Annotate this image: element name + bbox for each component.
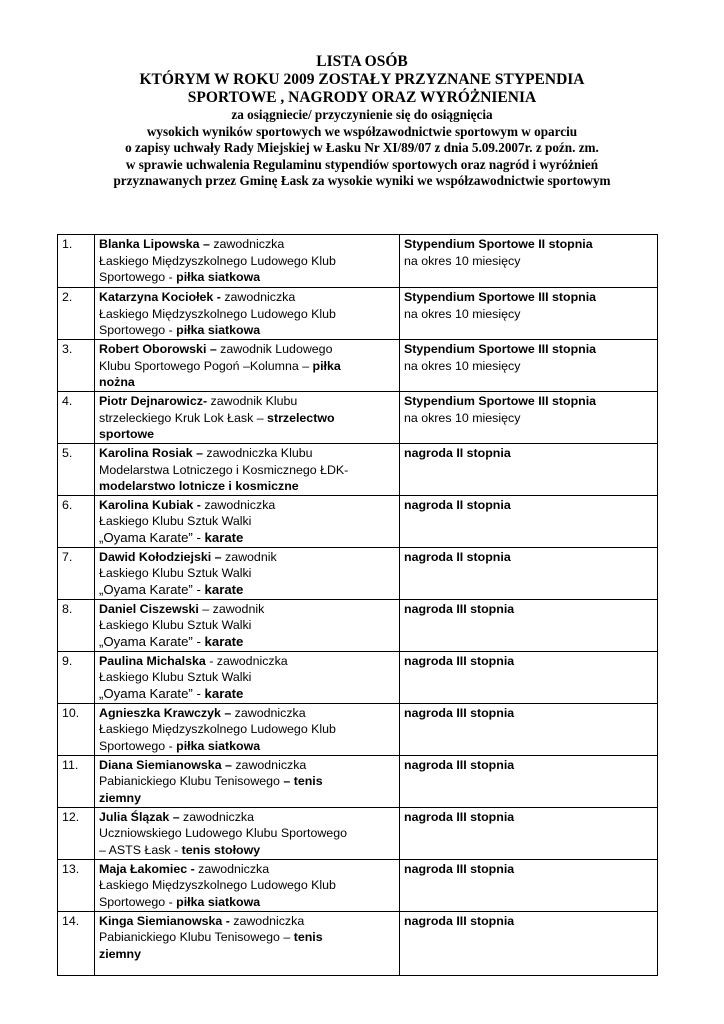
club-text: „Oyama Karate” -	[99, 685, 205, 701]
athlete-role: zawodnik Ludowego	[216, 342, 333, 356]
athlete-name: Agnieszka Krawczyk –	[99, 705, 232, 720]
athlete-cell	[95, 444, 400, 496]
award-cell	[400, 703, 658, 755]
club-text: Łaskiego Międzyszkolnego Ludowego Klub	[99, 253, 336, 268]
table-row	[58, 340, 658, 392]
award-period: na okres 10 miesięcy	[404, 306, 521, 321]
athlete-name: Blanka Lipowska –	[99, 237, 210, 251]
row-number: 8.	[58, 599, 95, 651]
table-row	[58, 235, 658, 288]
award-type: Stypendium Sportowe III stopnia	[404, 342, 597, 356]
athlete-role: zawodniczka	[179, 809, 254, 824]
club-text: Klubu Sportowego Pogoń –Kolumna –	[99, 358, 313, 373]
club-text: Pabianickiego Klubu Tenisowego	[99, 774, 284, 789]
award-type: nagroda II stopnia	[404, 446, 511, 460]
row-number: 2.	[58, 288, 95, 340]
award-type: nagroda III stopnia	[404, 601, 515, 616]
sport-discipline: piłka siatkowa	[176, 270, 261, 285]
sport-discipline: piłka siatkowa	[176, 323, 261, 338]
row-number: 3.	[58, 340, 95, 392]
athlete-role: zawodnik Klubu	[207, 394, 298, 408]
club-text: Sportowego -	[99, 738, 177, 753]
table-row	[58, 599, 658, 651]
title-line-1: LISTA OSÓB	[316, 53, 408, 70]
award-period: na okres 10 miesięcy	[404, 253, 521, 268]
sport-discipline: sportowe	[99, 427, 155, 442]
subtitle-line-1: za osiągniecie/ przyczynienie się do osiągnięcia	[231, 107, 493, 122]
award-cell	[400, 807, 658, 859]
row-number: 9.	[58, 651, 95, 703]
athlete-cell	[95, 755, 400, 807]
athlete-name: Kinga Siemianowska -	[99, 913, 230, 928]
club-text: „Oyama Karate” -	[99, 529, 205, 545]
award-type: nagroda III stopnia	[404, 705, 515, 720]
club-text: Sportowego -	[99, 323, 177, 338]
row-number: 12.	[58, 807, 95, 859]
table-row	[58, 288, 658, 340]
athlete-name: Paulina Michalska	[99, 653, 206, 668]
table-row	[58, 755, 658, 807]
sport-discipline: piłka	[312, 358, 341, 373]
club-text: Łaskiego Międzyszkolnego Ludowego Klub	[99, 878, 336, 893]
athlete-cell	[95, 859, 400, 911]
athlete-cell	[95, 651, 400, 703]
awards-table	[57, 234, 658, 976]
athlete-role: zawodnik	[221, 549, 277, 564]
subtitle-line-5: przyznawanych przez Gminę Łask za wysokie wyniki we współzawodnictwie sportowym	[113, 173, 611, 189]
award-cell	[400, 444, 658, 496]
athlete-name: Diana Siemianowska –	[99, 757, 232, 772]
club-text: Uczniowskiego Ludowego Klubu Sportowego	[99, 826, 347, 841]
award-type: nagroda III stopnia	[404, 757, 515, 772]
sport-discipline: karate	[204, 633, 244, 649]
sport-discipline: – tenis	[283, 774, 323, 789]
title-line-3: SPORTOWE , NAGRODY ORAZ WYRÓŻNIENIA	[187, 89, 537, 106]
award-cell	[400, 859, 658, 911]
athlete-role: zawodniczka Klubu	[202, 446, 313, 460]
award-cell	[400, 235, 658, 288]
sport-discipline: karate	[204, 685, 244, 701]
table-row	[58, 392, 658, 444]
title-line-2: KTÓRYM W ROKU 2009 ZOSTAŁY PRZYZNANE STYPENDIA	[139, 71, 585, 88]
table-row	[58, 547, 658, 599]
award-cell	[400, 755, 658, 807]
award-period: na okres 10 miesięcy	[404, 358, 521, 373]
row-number: 6.	[58, 495, 95, 547]
subtitle-line-2: wysokich wyników sportowych we współzawodnictwie sportowym w oparciu	[146, 123, 578, 139]
athlete-role: zawodniczka	[229, 913, 305, 928]
athlete-role: zawodniczka	[231, 757, 307, 772]
sport-discipline: tenis stołowy	[181, 842, 261, 857]
award-type: Stypendium Sportowe III stopnia	[404, 290, 597, 304]
award-cell	[400, 288, 658, 340]
athlete-cell	[95, 703, 400, 755]
athlete-cell	[95, 288, 400, 340]
row-number: 4.	[58, 392, 95, 444]
athlete-cell	[95, 235, 400, 288]
award-cell	[400, 651, 658, 703]
table-row	[58, 911, 658, 975]
row-number: 7.	[58, 547, 95, 599]
athlete-cell	[95, 547, 400, 599]
award-period: na okres 10 miesięcy	[404, 410, 521, 425]
athlete-name: Karolina Rosiak –	[99, 446, 203, 460]
club-text: Sportowego -	[99, 270, 177, 285]
athlete-role: - zawodniczka	[205, 653, 288, 668]
table-row	[58, 444, 658, 496]
award-cell	[400, 340, 658, 392]
award-type: nagroda II stopnia	[404, 549, 511, 564]
award-cell	[400, 392, 658, 444]
athlete-cell	[95, 392, 400, 444]
athlete-name: Maja Łakomiec -	[99, 861, 195, 876]
award-type: nagroda III stopnia	[404, 861, 515, 876]
athlete-role: – zawodnik	[198, 601, 265, 616]
row-number: 1.	[58, 235, 95, 288]
document-header	[40, 53, 684, 190]
table-row	[58, 807, 658, 859]
table-row	[58, 703, 658, 755]
sport-discipline: piłka siatkowa	[176, 738, 261, 753]
athlete-cell	[95, 495, 400, 547]
athlete-name: Robert Oborowski –	[99, 342, 217, 356]
club-text: „Oyama Karate” -	[99, 581, 205, 597]
club-text: – ASTS Łask -	[99, 842, 182, 857]
sport-discipline: ziemny	[99, 946, 142, 961]
club-text: Łaskiego Klubu Sztuk Walki	[99, 670, 252, 685]
sport-discipline: nożna	[99, 375, 135, 390]
award-type: nagroda III stopnia	[404, 913, 515, 928]
athlete-cell	[95, 807, 400, 859]
athlete-name: Katarzyna Kociołek -	[99, 290, 221, 304]
club-text: Łaskiego Międzyszkolnego Ludowego Klub	[99, 306, 336, 321]
award-cell	[400, 495, 658, 547]
award-type: Stypendium Sportowe II stopnia	[404, 237, 593, 251]
award-cell	[400, 547, 658, 599]
sport-discipline: modelarstwo lotnicze i kosmiczne	[99, 479, 299, 494]
table-row	[58, 651, 658, 703]
row-number: 10.	[58, 703, 95, 755]
subtitle-line-3: o zapisy uchwały Rady Miejskiej w Łasku Nr XI/89/07 z dnia 5.09.2007r. z poźn. zm.	[125, 140, 599, 156]
athlete-role: zawodniczka	[194, 861, 270, 876]
row-number: 14.	[58, 911, 95, 975]
club-text: strzeleckiego Kruk Lok Łask –	[99, 410, 268, 425]
sport-discipline: piłka siatkowa	[176, 894, 261, 909]
sport-discipline: tenis	[293, 930, 323, 945]
subtitle-line-4: w sprawie uchwalenia Regulaminu stypendiów sportowych oraz nagród i wyróżnień	[125, 156, 599, 172]
table-row	[58, 495, 658, 547]
sport-discipline: karate	[204, 529, 244, 545]
sport-discipline: ziemny	[99, 790, 142, 805]
athlete-cell	[95, 340, 400, 392]
award-cell	[400, 911, 658, 975]
row-number: 5.	[58, 444, 95, 496]
athlete-name: Julia Ślązak –	[99, 809, 180, 824]
athlete-role: zawodniczka	[200, 497, 276, 512]
table-row	[58, 859, 658, 911]
athlete-cell	[95, 599, 400, 651]
club-text: Sportowego -	[99, 894, 177, 909]
athlete-name: Dawid Kołodziejski –	[99, 549, 222, 564]
club-text: Łaskiego Międzyszkolnego Ludowego Klub	[99, 722, 336, 737]
athlete-name: Daniel Ciszewski	[99, 601, 199, 616]
award-cell	[400, 599, 658, 651]
club-text: Pabianickiego Klubu Tenisowego –	[99, 930, 294, 945]
award-type: Stypendium Sportowe III stopnia	[404, 394, 597, 408]
sport-discipline: strzelectwo	[267, 410, 335, 425]
club-text: Łaskiego Klubu Sztuk Walki	[99, 514, 252, 529]
club-text: Łaskiego Klubu Sztuk Walki	[99, 618, 252, 633]
athlete-name: Karolina Kubiak -	[99, 497, 201, 512]
club-text: Modelarstwa Lotniczego i Kosmicznego ŁDK-	[99, 462, 349, 477]
athlete-role: zawodniczka	[231, 705, 306, 720]
award-type: nagroda III stopnia	[404, 809, 515, 824]
athlete-cell	[95, 911, 400, 975]
club-text: Łaskiego Klubu Sztuk Walki	[99, 566, 252, 581]
award-type: nagroda II stopnia	[404, 497, 511, 512]
row-number: 11.	[58, 755, 95, 807]
club-text: „Oyama Karate” -	[99, 633, 205, 649]
row-number: 13.	[58, 859, 95, 911]
athlete-role: zawodniczka	[209, 237, 285, 251]
award-type: nagroda III stopnia	[404, 653, 515, 668]
sport-discipline: karate	[204, 581, 244, 597]
athlete-name: Piotr Dejnarowicz-	[99, 394, 208, 408]
athlete-role: zawodniczka	[220, 290, 296, 304]
